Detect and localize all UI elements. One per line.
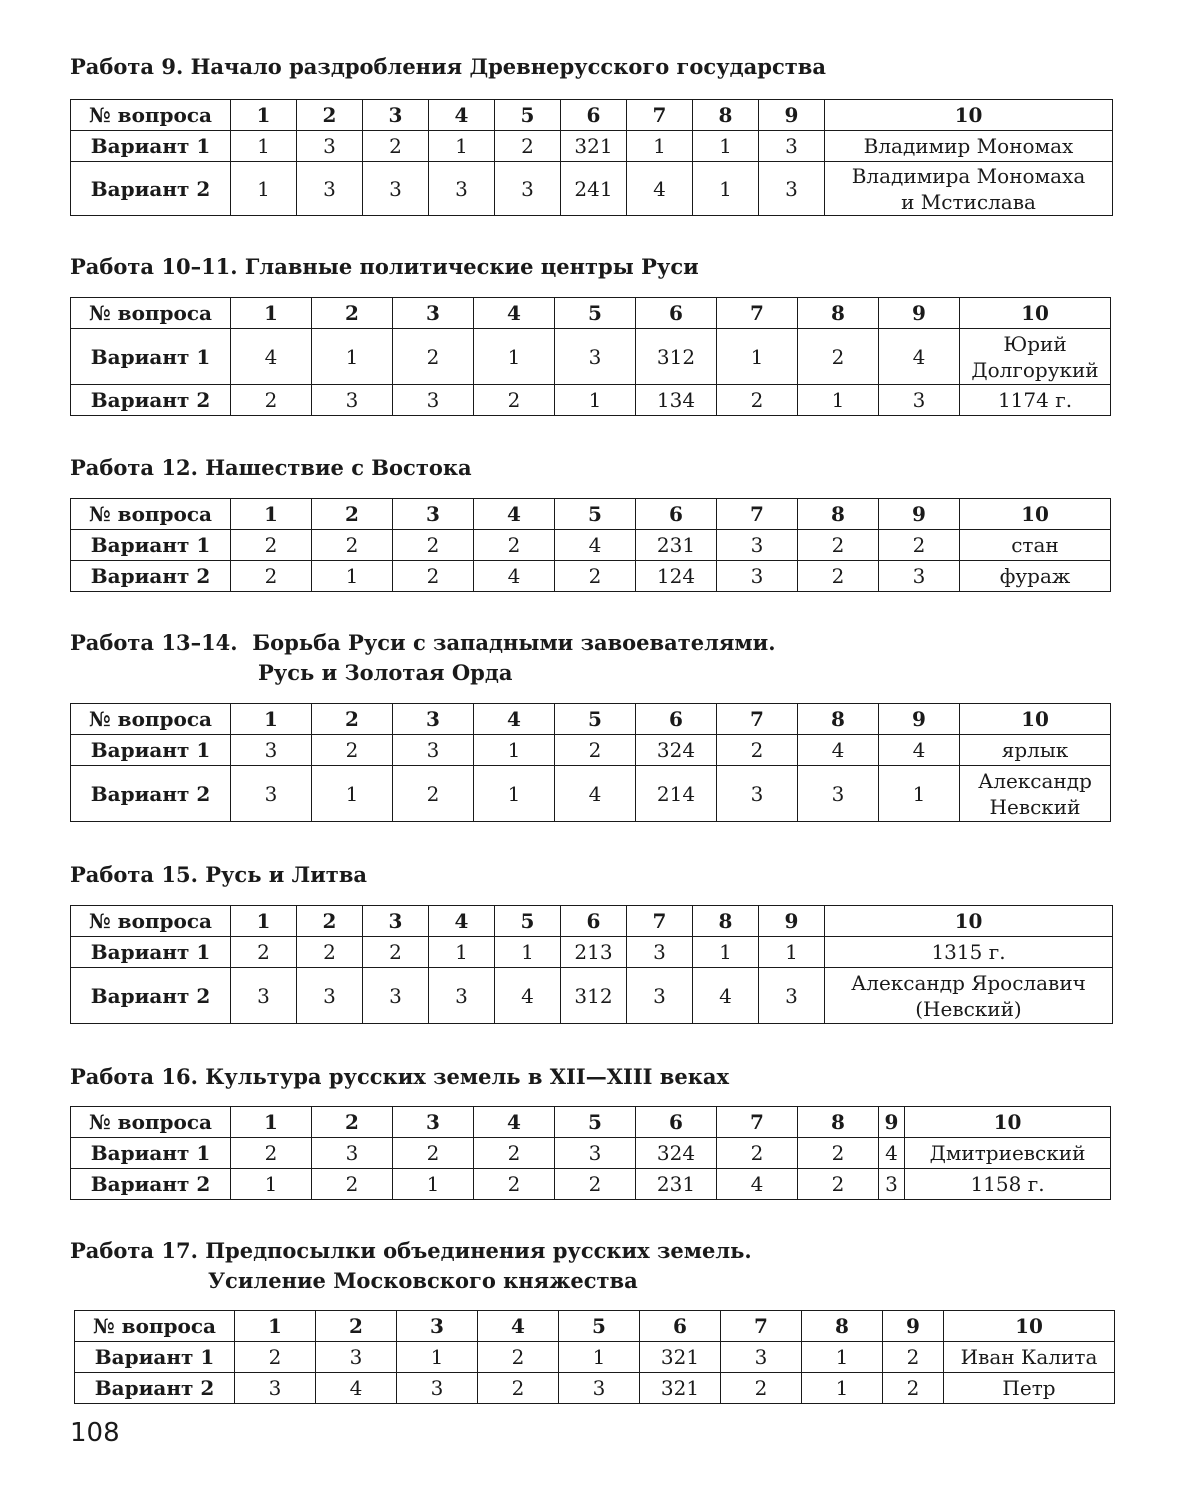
answer-cell: 324 [636, 1138, 717, 1169]
answer-cell: 2 [798, 530, 879, 561]
answer-cell: 4 [627, 162, 693, 216]
answer-cell: 1 [474, 735, 555, 766]
answer-cell: 3 [429, 162, 495, 216]
answer-cell: 2 [879, 530, 960, 561]
question-number: 7 [627, 100, 693, 131]
answer-cell: 2 [393, 329, 474, 385]
answer-cell: 1 [627, 131, 693, 162]
answer-cell: Александр Невский [960, 766, 1111, 822]
table-header-row [71, 298, 1111, 329]
answer-cell: 2 [474, 385, 555, 416]
answer-cell: 324 [636, 735, 717, 766]
answer-cell: 2 [231, 937, 297, 968]
work-section [70, 1062, 1110, 1092]
answer-cell: 1 [312, 329, 393, 385]
answer-cell: 3 [316, 1342, 397, 1373]
answer-cell: 1 [397, 1342, 478, 1373]
table-header-row [71, 906, 1113, 937]
question-number: 2 [297, 906, 363, 937]
question-number: 9 [883, 1311, 944, 1342]
answer-cell: 3 [798, 766, 879, 822]
answer-cell: 1 [693, 162, 759, 216]
question-number: 4 [474, 704, 555, 735]
question-number: 1 [231, 100, 297, 131]
table-header-row [71, 100, 1113, 131]
question-number: 7 [717, 704, 798, 735]
answer-cell: 2 [721, 1373, 802, 1404]
question-number: 8 [798, 1107, 879, 1138]
answer-cell: 1 [474, 329, 555, 385]
question-number: 4 [474, 499, 555, 530]
answers-table [74, 1310, 1115, 1404]
answer-cell: 2 [235, 1342, 316, 1373]
table-row [71, 329, 1111, 385]
answer-cell: Владимира Мономаха и Мстислава [825, 162, 1113, 216]
answer-cell: 321 [561, 131, 627, 162]
answer-cell: 2 [393, 530, 474, 561]
answer-cell: 214 [636, 766, 717, 822]
question-number: 3 [397, 1311, 478, 1342]
question-number: 8 [802, 1311, 883, 1342]
answer-cell: 1315 г. [825, 937, 1113, 968]
answer-cell: 3 [559, 1373, 640, 1404]
table-header-row [75, 1311, 1115, 1342]
answer-cell: 3 [759, 131, 825, 162]
question-number: 5 [559, 1311, 640, 1342]
answer-cell: 4 [798, 735, 879, 766]
question-number: 7 [721, 1311, 802, 1342]
question-number: 9 [879, 1107, 905, 1138]
answer-cell: 1 [693, 937, 759, 968]
variant-label: Вариант 1 [71, 131, 231, 162]
question-number: 2 [316, 1311, 397, 1342]
answer-cell: 321 [640, 1373, 721, 1404]
answers-table [70, 905, 1113, 1024]
page-number: 108 [70, 1418, 120, 1448]
question-number: 7 [717, 298, 798, 329]
answer-cell: 1 [429, 131, 495, 162]
answer-cell: 4 [555, 766, 636, 822]
answer-cell: 2 [883, 1342, 944, 1373]
question-number: 1 [231, 298, 312, 329]
answer-cell: 3 [297, 162, 363, 216]
table-row [71, 968, 1113, 1024]
answer-cell: 1 [555, 385, 636, 416]
answer-cell: 2 [717, 385, 798, 416]
work-title: Работа 9. Начало раздробления Древнерусского государства [70, 54, 826, 79]
answer-cell: 3 [297, 131, 363, 162]
answer-cell: фураж [960, 561, 1111, 592]
question-number: 6 [636, 499, 717, 530]
question-number: 10 [825, 906, 1113, 937]
work-title-continuation: Русь и Золотая Орда [258, 660, 513, 685]
answer-cell: 1 [393, 1169, 474, 1200]
question-number: 4 [429, 906, 495, 937]
answer-cell: 2 [474, 1169, 555, 1200]
question-number: 10 [944, 1311, 1115, 1342]
question-number: 3 [393, 499, 474, 530]
table-row [71, 530, 1111, 561]
work-section [70, 1236, 1110, 1296]
table-row [71, 385, 1111, 416]
answer-cell: Петр [944, 1373, 1115, 1404]
variant-label: Вариант 1 [71, 530, 231, 561]
question-number: 1 [235, 1311, 316, 1342]
work-title: Работа 12. Нашествие с Востока [70, 455, 472, 480]
question-number: 9 [879, 704, 960, 735]
answer-cell: 3 [627, 937, 693, 968]
work-title: Работа 13–14. Борьба Руси с западными завоевателями. [70, 630, 776, 655]
answer-cell: 241 [561, 162, 627, 216]
work-section [70, 52, 1110, 82]
answer-cell: 4 [879, 329, 960, 385]
answers-table [70, 703, 1111, 822]
table-row [75, 1373, 1115, 1404]
question-number: 8 [798, 499, 879, 530]
question-number: 1 [231, 1107, 312, 1138]
answer-cell: 2 [555, 735, 636, 766]
answer-cell: 1 [717, 329, 798, 385]
question-number: 5 [555, 1107, 636, 1138]
answer-cell: 312 [561, 968, 627, 1024]
work-title-continuation: Усиление Московского княжества [208, 1268, 638, 1293]
answer-cell: 2 [798, 1169, 879, 1200]
answer-cell: 2 [312, 530, 393, 561]
question-number: 7 [717, 499, 798, 530]
answer-cell: 4 [316, 1373, 397, 1404]
answers-table [70, 99, 1113, 216]
answer-cell: 134 [636, 385, 717, 416]
answer-cell: 213 [561, 937, 627, 968]
answer-cell: 1 [495, 937, 561, 968]
question-number: 4 [429, 100, 495, 131]
answer-cell: 3 [312, 1138, 393, 1169]
question-number: 5 [555, 298, 636, 329]
answer-cell: 3 [555, 329, 636, 385]
table-row [75, 1342, 1115, 1373]
answers-table [70, 297, 1111, 416]
answer-cell: 2 [495, 131, 561, 162]
answer-cell: стан [960, 530, 1111, 561]
answer-cell: 231 [636, 530, 717, 561]
table-row [71, 937, 1113, 968]
work-section [70, 860, 1110, 890]
question-number: 9 [759, 100, 825, 131]
answer-cell: 2 [393, 1138, 474, 1169]
answer-cell: 231 [636, 1169, 717, 1200]
answer-cell: 1 [559, 1342, 640, 1373]
work-title: Работа 10–11. Главные политические центры Руси [70, 254, 699, 279]
question-number: 2 [297, 100, 363, 131]
question-number: 2 [312, 298, 393, 329]
answer-cell: 2 [478, 1342, 559, 1373]
question-number: 7 [717, 1107, 798, 1138]
variant-label: Вариант 2 [71, 162, 231, 216]
answer-cell: 4 [495, 968, 561, 1024]
question-number-label: № вопроса [75, 1311, 235, 1342]
question-number: 10 [825, 100, 1113, 131]
answer-cell: 3 [759, 162, 825, 216]
work-section [70, 453, 1110, 483]
answer-cell: 3 [363, 162, 429, 216]
table-row [71, 131, 1113, 162]
question-number: 4 [474, 298, 555, 329]
answer-cell: 2 [231, 385, 312, 416]
answer-cell: 2 [883, 1373, 944, 1404]
answer-cell: 4 [717, 1169, 798, 1200]
answer-cell: 3 [879, 385, 960, 416]
answer-cell: 2 [231, 561, 312, 592]
question-number: 5 [555, 499, 636, 530]
answer-cell: 3 [297, 968, 363, 1024]
answer-cell: 4 [555, 530, 636, 561]
question-number: 10 [905, 1107, 1111, 1138]
answer-cell: 3 [721, 1342, 802, 1373]
answer-cell: 3 [235, 1373, 316, 1404]
answer-cell: ярлык [960, 735, 1111, 766]
question-number: 4 [474, 1107, 555, 1138]
answer-cell: 1 [231, 131, 297, 162]
answer-cell: 4 [693, 968, 759, 1024]
work-section [70, 252, 1110, 282]
answer-cell: Иван Калита [944, 1342, 1115, 1373]
table-row [71, 561, 1111, 592]
answer-cell: 1174 г. [960, 385, 1111, 416]
question-number: 6 [636, 704, 717, 735]
table-header-row [71, 499, 1111, 530]
answer-cell: 1 [312, 561, 393, 592]
answer-cell: 3 [397, 1373, 478, 1404]
question-number: 2 [312, 704, 393, 735]
table-row [71, 766, 1111, 822]
question-number: 6 [636, 1107, 717, 1138]
answer-cell: 1 [474, 766, 555, 822]
answer-cell: 3 [627, 968, 693, 1024]
question-number: 3 [393, 704, 474, 735]
answer-cell: 3 [759, 968, 825, 1024]
answer-cell: 124 [636, 561, 717, 592]
question-number: 5 [495, 906, 561, 937]
answer-cell: 3 [231, 766, 312, 822]
answer-cell: 4 [231, 329, 312, 385]
question-number: 9 [759, 906, 825, 937]
answer-cell: 3 [429, 968, 495, 1024]
question-number: 10 [960, 704, 1111, 735]
answer-cell: 2 [231, 530, 312, 561]
question-number: 4 [478, 1311, 559, 1342]
answer-cell: 2 [393, 766, 474, 822]
variant-label: Вариант 2 [71, 561, 231, 592]
answer-cell: 1 [429, 937, 495, 968]
question-number: 9 [879, 298, 960, 329]
answer-cell: 3 [879, 1169, 905, 1200]
answer-cell: 3 [312, 385, 393, 416]
answer-cell: 321 [640, 1342, 721, 1373]
answer-cell: 3 [393, 385, 474, 416]
answer-cell: 2 [312, 1169, 393, 1200]
answer-cell: 3 [717, 530, 798, 561]
answer-cell: 3 [717, 561, 798, 592]
variant-label: Вариант 1 [71, 329, 231, 385]
table-row [71, 735, 1111, 766]
question-number: 2 [312, 499, 393, 530]
answer-cell: 3 [717, 766, 798, 822]
answer-cell: 2 [717, 735, 798, 766]
answer-cell: 2 [798, 329, 879, 385]
question-number: 7 [627, 906, 693, 937]
question-number: 3 [363, 906, 429, 937]
answer-cell: 1 [798, 385, 879, 416]
answer-cell: 4 [879, 735, 960, 766]
variant-label: Вариант 1 [75, 1342, 235, 1373]
answer-cell: 2 [798, 1138, 879, 1169]
table-row [71, 1169, 1111, 1200]
variant-label: Вариант 2 [71, 968, 231, 1024]
question-number-label: № вопроса [71, 499, 231, 530]
answer-cell: 1 [802, 1342, 883, 1373]
answers-table [70, 498, 1111, 592]
question-number: 8 [798, 298, 879, 329]
work-title: Работа 16. Культура русских земель в XII—XIII веках [70, 1064, 730, 1089]
answer-cell: 3 [231, 968, 297, 1024]
answer-cell: 1 [879, 766, 960, 822]
answer-cell: 1 [231, 1169, 312, 1200]
question-number: 3 [393, 298, 474, 329]
question-number: 9 [879, 499, 960, 530]
work-title: Работа 17. Предпосылки объединения русских земель. [70, 1238, 752, 1263]
answer-cell: 2 [312, 735, 393, 766]
table-row [71, 1138, 1111, 1169]
question-number: 10 [960, 499, 1111, 530]
question-number: 6 [636, 298, 717, 329]
answer-cell: 1 [312, 766, 393, 822]
variant-label: Вариант 1 [71, 937, 231, 968]
question-number: 3 [363, 100, 429, 131]
answer-cell: 3 [555, 1138, 636, 1169]
question-number: 10 [960, 298, 1111, 329]
question-number-label: № вопроса [71, 298, 231, 329]
question-number: 5 [555, 704, 636, 735]
question-number: 1 [231, 704, 312, 735]
answer-cell: 312 [636, 329, 717, 385]
variant-label: Вариант 2 [71, 1169, 231, 1200]
answer-cell: 2 [363, 937, 429, 968]
question-number: 6 [561, 100, 627, 131]
answer-cell: 2 [474, 1138, 555, 1169]
answer-cell: 1 [802, 1373, 883, 1404]
answer-cell: 2 [474, 530, 555, 561]
table-header-row [71, 1107, 1111, 1138]
variant-label: Вариант 1 [71, 735, 231, 766]
answer-cell: 1 [231, 162, 297, 216]
answer-cell: Александр Ярославич (Невский) [825, 968, 1113, 1024]
variant-label: Вариант 2 [71, 385, 231, 416]
work-section [70, 628, 1110, 688]
answer-cell: 2 [555, 561, 636, 592]
table-header-row [71, 704, 1111, 735]
table-row [71, 162, 1113, 216]
question-number: 1 [231, 906, 297, 937]
answer-cell: 1158 г. [905, 1169, 1111, 1200]
variant-label: Вариант 2 [71, 766, 231, 822]
answer-cell: 3 [393, 735, 474, 766]
answer-cell: 3 [363, 968, 429, 1024]
answer-cell: 2 [393, 561, 474, 592]
answer-cell: 3 [879, 561, 960, 592]
answer-cell: 2 [363, 131, 429, 162]
answer-cell: 1 [759, 937, 825, 968]
question-number: 6 [561, 906, 627, 937]
answer-cell: 3 [495, 162, 561, 216]
question-number: 2 [312, 1107, 393, 1138]
question-number: 3 [393, 1107, 474, 1138]
answer-cell: 2 [717, 1138, 798, 1169]
question-number-label: № вопроса [71, 906, 231, 937]
question-number-label: № вопроса [71, 704, 231, 735]
question-number: 5 [495, 100, 561, 131]
question-number: 1 [231, 499, 312, 530]
question-number: 8 [693, 906, 759, 937]
answer-cell: 2 [231, 1138, 312, 1169]
answer-cell: 4 [879, 1138, 905, 1169]
answer-cell: 2 [798, 561, 879, 592]
answer-cell: Юрий Долгорукий [960, 329, 1111, 385]
question-number-label: № вопроса [71, 1107, 231, 1138]
question-number-label: № вопроса [71, 100, 231, 131]
answer-cell: 3 [231, 735, 312, 766]
answers-table [70, 1106, 1111, 1200]
answer-cell: 2 [478, 1373, 559, 1404]
answer-cell: 1 [693, 131, 759, 162]
variant-label: Вариант 2 [75, 1373, 235, 1404]
question-number: 8 [798, 704, 879, 735]
answer-cell: Дмитриевский [905, 1138, 1111, 1169]
answer-cell: 2 [555, 1169, 636, 1200]
answer-cell: 4 [474, 561, 555, 592]
answer-cell: Владимир Мономах [825, 131, 1113, 162]
answer-cell: 2 [297, 937, 363, 968]
question-number: 6 [640, 1311, 721, 1342]
variant-label: Вариант 1 [71, 1138, 231, 1169]
work-title: Работа 15. Русь и Литва [70, 862, 368, 887]
question-number: 8 [693, 100, 759, 131]
